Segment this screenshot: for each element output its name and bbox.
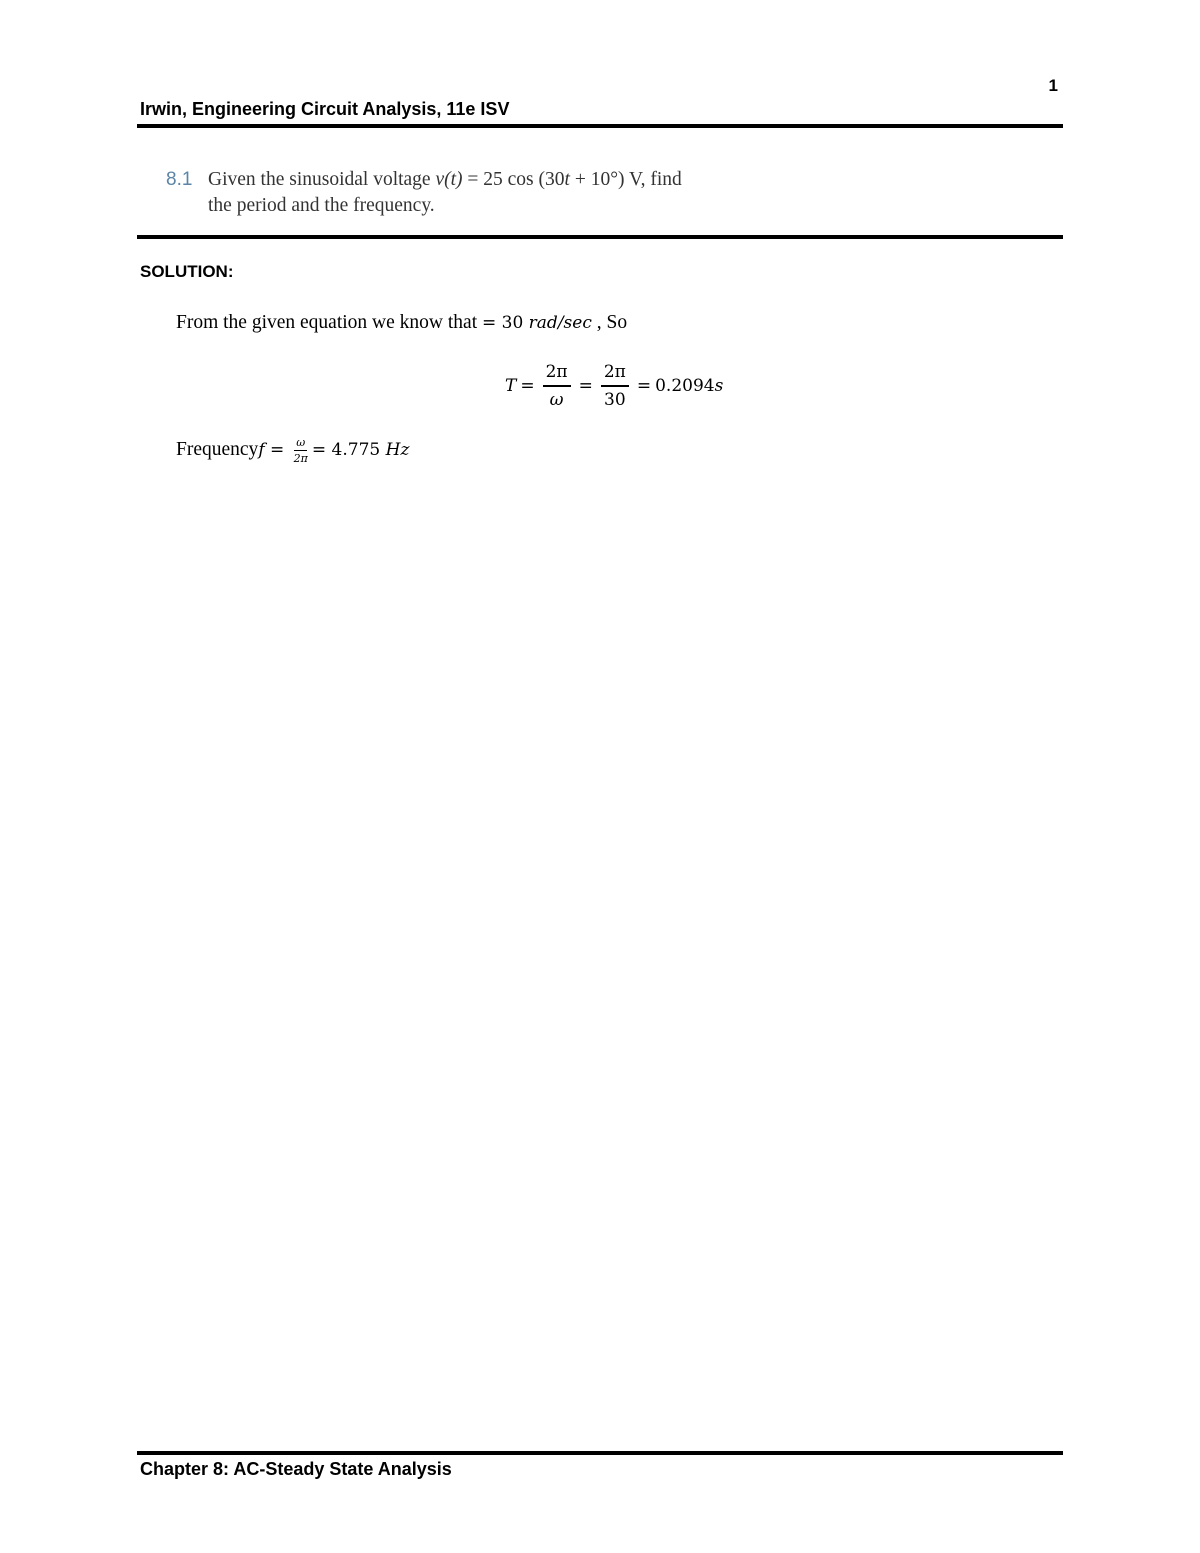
header-rule xyxy=(137,124,1063,128)
period-eq2: = xyxy=(578,376,593,396)
page-number: 1 xyxy=(1048,76,1058,95)
period-frac-2-den: 30 xyxy=(604,390,626,410)
problem-number: 8.1 xyxy=(166,169,193,190)
solution-line-1 xyxy=(176,312,627,334)
problem-statement xyxy=(166,167,682,219)
footer-rule xyxy=(137,1451,1063,1455)
period-lhs: T xyxy=(505,376,517,396)
frequency-label: Frequency xyxy=(176,439,259,460)
period-frac-1-num: 2π xyxy=(543,361,571,387)
frequency-frac-num: ω xyxy=(296,435,306,449)
problem-text-a: Given the sinusoidal voltage xyxy=(208,169,436,190)
problem-vt: v(t) xyxy=(435,169,463,190)
line1-text: From the given equation we know that xyxy=(176,312,482,333)
problem-text-c: + 10°) V, find xyxy=(569,169,682,190)
line1-eq: = 30 xyxy=(481,313,529,333)
footer-title: Chapter 8: AC-Steady State Analysis xyxy=(140,1459,452,1479)
period-result-unit: s xyxy=(714,376,724,396)
line1-unit: rad/sec xyxy=(528,313,592,333)
period-eq1: = xyxy=(520,376,535,396)
frequency-frac xyxy=(294,436,308,465)
problem-line-2: the period and the frequency. xyxy=(208,195,435,216)
frequency-unit: Hz xyxy=(385,440,410,460)
period-frac-2 xyxy=(601,361,629,411)
period-eq3: = xyxy=(636,376,652,396)
frequency-frac-den: 2π xyxy=(293,451,308,465)
period-frac-1-den: ω xyxy=(549,390,564,410)
period-result: 0.2094 xyxy=(655,376,715,396)
period-frac-2-num: 2π xyxy=(601,361,629,387)
line1-tail: , So xyxy=(591,312,628,333)
period-equation xyxy=(505,358,723,414)
header-title: Irwin, Engineering Circuit Analysis, 11e ISV xyxy=(140,99,510,119)
frequency-eq2: = 4.775 xyxy=(311,440,386,460)
problem-text-b: = 25 cos (30 xyxy=(462,169,565,190)
frequency-equation xyxy=(176,430,409,470)
frequency-eq1: = xyxy=(264,440,290,460)
problem-rule xyxy=(137,235,1063,239)
solution-label: SOLUTION: xyxy=(140,262,234,281)
problem-t-var: t xyxy=(564,169,570,190)
frequency-var: f xyxy=(258,440,265,460)
problem-line-1 xyxy=(166,167,682,193)
period-frac-1 xyxy=(543,361,571,411)
